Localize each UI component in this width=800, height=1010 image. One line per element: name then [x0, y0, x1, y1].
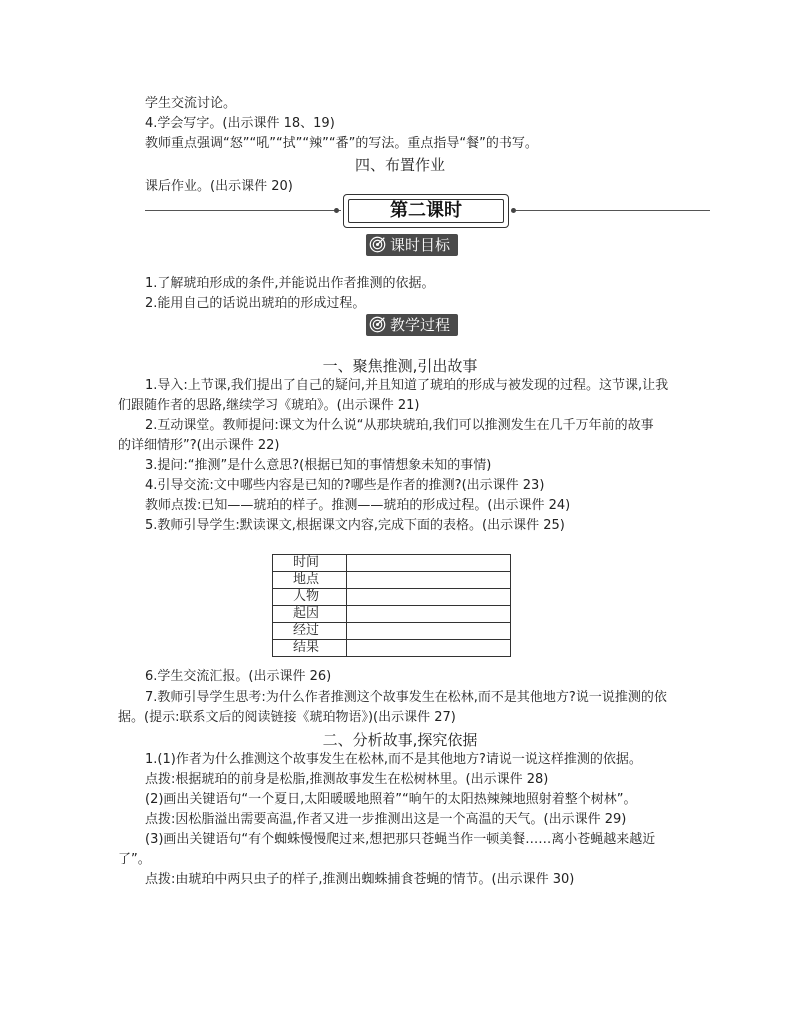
paragraph-line: 2.互动课堂。教师提问:课文为什么说“从那块琥珀,我们可以推测发生在几千万年前的故事 — [145, 418, 654, 433]
paragraph-line: 7.教师引导学生思考:为什么作者推测这个故事发生在松林,而不是其他地方?说一说推测的依 — [145, 690, 667, 705]
paragraph-line: 的详细情形”?(出示课件 22) — [118, 438, 280, 453]
table-row-label: 时间 — [273, 555, 347, 572]
paragraph-line: 4.引导交流:文中哪些内容是已知的?哪些是作者的推测?(出示课件 23) — [145, 478, 545, 493]
table-row — [273, 606, 511, 623]
paragraph-line: 据。(提示:联系文后的阅读链接《琥珀物语》)(出示课件 27) — [118, 710, 456, 725]
divider-left — [145, 210, 341, 211]
section-heading: 四、布置作业 — [354, 156, 445, 174]
story-elements-table — [272, 554, 511, 657]
table-row-label: 经过 — [273, 623, 347, 640]
paragraph-line: 课后作业。(出示课件 20) — [145, 179, 293, 194]
objectives-badge — [366, 234, 458, 256]
table-row-label: 结果 — [273, 640, 347, 657]
table-cell-empty — [347, 606, 511, 623]
paragraph-line: 6.学生交流汇报。(出示课件 26) — [145, 669, 332, 684]
table-cell-empty — [347, 589, 511, 606]
paragraph-line: 点拨:由琥珀中两只虫子的样子,推测出蜘蛛捕食苍蝇的情节。(出示课件 30) — [145, 872, 575, 887]
table-row-label: 起因 — [273, 606, 347, 623]
table-cell-empty — [347, 623, 511, 640]
table-cell-empty — [347, 572, 511, 589]
paragraph-line: 学生交流讨论。 — [145, 96, 237, 111]
objective-item: 1.了解琥珀形成的条件,并能说出作者推测的依据。 — [145, 276, 435, 291]
paragraph-line: 了”。 — [118, 852, 151, 867]
target-icon — [369, 236, 386, 253]
paragraph-line: 们跟随作者的思路,继续学习《琥珀》。(出示课件 21) — [118, 398, 420, 413]
lesson-title: 第二课时 — [348, 199, 504, 223]
paragraph-line: 4.学会写字。(出示课件 18、19) — [145, 116, 335, 131]
table-row — [273, 589, 511, 606]
table-row — [273, 555, 511, 572]
section-heading: 一、聚焦推测,引出故事 — [322, 357, 478, 375]
process-badge — [366, 314, 458, 336]
paragraph-line: 点拨:因松脂溢出需要高温,作者又进一步推测出这是一个高温的天气。(出示课件 29) — [145, 812, 627, 827]
table-cell-empty — [347, 555, 511, 572]
lesson-title-box — [343, 194, 509, 228]
section-heading: 二、分析故事,探究依据 — [322, 731, 478, 749]
paragraph-line: 教师点拨:已知——琥珀的样子。推测——琥珀的形成过程。(出示课件 24) — [145, 498, 571, 513]
paragraph-line: (3)画出关键语句“有个蜘蛛慢慢爬过来,想把那只苍蝇当作一顿美餐……离小苍蝇越来越近 — [145, 832, 656, 847]
paragraph-line: 点拨:根据琥珀的前身是松脂,推测故事发生在松树林里。(出示课件 28) — [145, 772, 549, 787]
paragraph-line: 1.导入:上节课,我们提出了自己的疑问,并且知道了琥珀的形成与被发现的过程。这节课,让我 — [145, 378, 669, 393]
objective-item: 2.能用自己的话说出琥珀的形成过程。 — [145, 296, 366, 311]
paragraph-line: (2)画出关键语句“一个夏日,太阳暖暖地照着”“晌午的太阳热辣辣地照射着整个树林”。 — [145, 792, 637, 807]
divider-dot-left — [334, 208, 339, 213]
table-row — [273, 640, 511, 657]
table-row-label: 地点 — [273, 572, 347, 589]
process-badge-label: 教学过程 — [390, 316, 451, 334]
table-row-label: 人物 — [273, 589, 347, 606]
objectives-badge-label: 课时目标 — [390, 236, 451, 254]
paragraph-line: 3.提问:“推测”是什么意思?(根据已知的事情想象未知的事情) — [145, 458, 492, 473]
divider-right — [516, 210, 710, 211]
paragraph-line: 5.教师引导学生:默读课文,根据课文内容,完成下面的表格。(出示课件 25) — [145, 518, 565, 533]
table-row — [273, 623, 511, 640]
table-cell-empty — [347, 640, 511, 657]
table-row — [273, 572, 511, 589]
target-icon — [369, 316, 386, 333]
paragraph-line: 1.(1)作者为什么推测这个故事发生在松林,而不是其他地方?请说一说这样推测的依据。 — [145, 752, 642, 767]
paragraph-line: 教师重点强调“怒”“吼”“拭”“辣”“番”的写法。重点指导“餐”的书写。 — [145, 136, 538, 151]
